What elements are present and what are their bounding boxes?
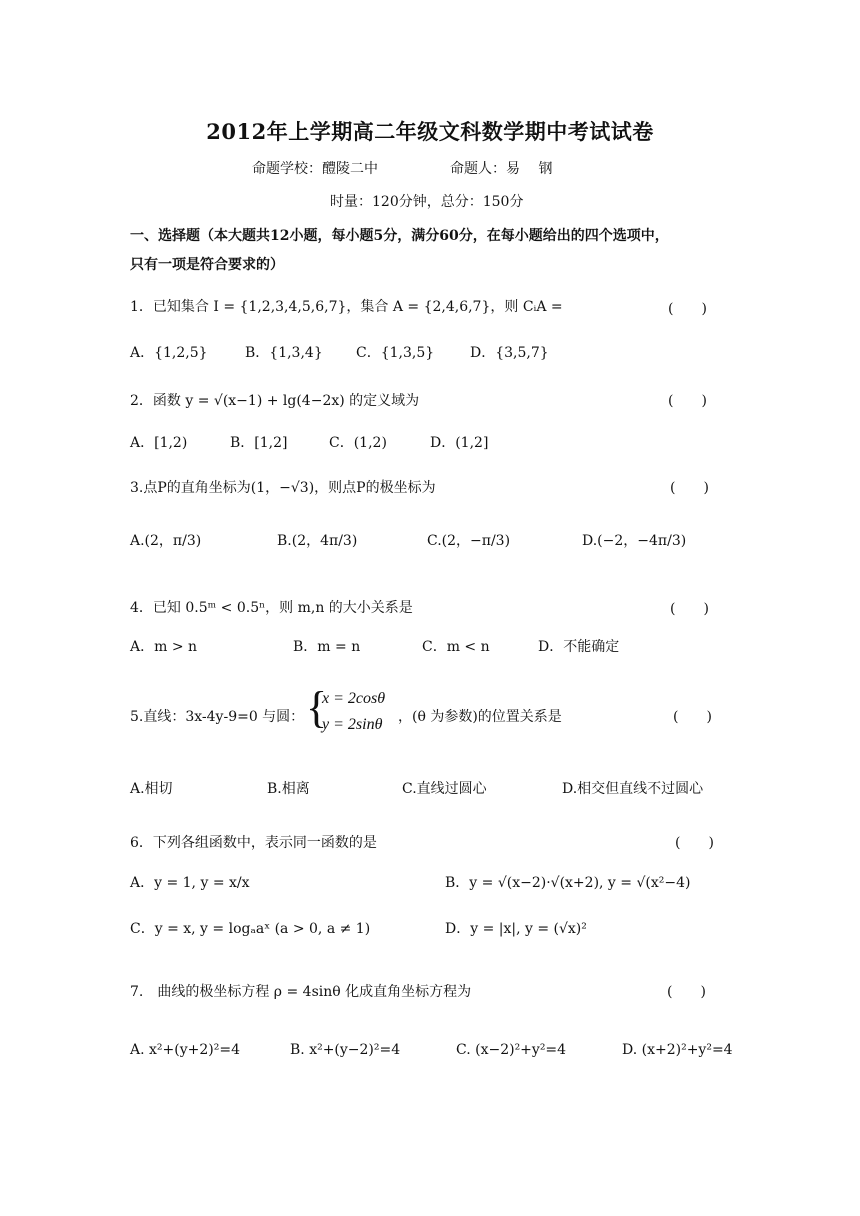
q7-option-a: A. x²+(y+2)²=4 (130, 1042, 240, 1058)
system-brace: { (306, 683, 328, 732)
q4-option-b: B．m = n (293, 639, 361, 655)
q1-option-b: B．{1,3,4} (245, 345, 323, 361)
question-6-stem: 6．下列各组函数中，表示同一函数的是 (130, 835, 377, 851)
question-5-stem-pre: 5.直线：3x-4y-9=0 与圆： (130, 709, 305, 725)
answer-bracket-7: ( ) (667, 984, 706, 1000)
q3-option-c: C.(2，−π/3) (427, 533, 511, 549)
q6-option-d: D．y = |x|, y = (√x)² (445, 921, 587, 937)
q5-option-a: A.相切 (130, 781, 173, 797)
question-5-stem-post: ，(θ 为参数)的位置关系是 (398, 709, 562, 725)
section-heading (130, 222, 730, 280)
time-info: 时量：120分钟，总分：150分 (330, 194, 524, 210)
question-2-stem: 2．函数 y = √(x−1) + lg(4−2x) 的定义域为 (130, 393, 420, 409)
answer-bracket-1: ( ) (668, 301, 707, 317)
question-3-stem: 3.点P的直角坐标为(1，−√3)，则点P的极坐标为 (130, 480, 436, 496)
q4-option-a: A．m > n (130, 639, 198, 655)
answer-bracket-6: ( ) (675, 835, 714, 851)
q1-option-c: C．{1,3,5} (356, 345, 435, 361)
system-eq-2: y = 2sinθ (322, 716, 383, 733)
q6-option-b: B．y = √(x−2)·√(x+2), y = √(x²−4) (445, 875, 691, 891)
q1-option-a: A．{1,2,5} (130, 345, 208, 361)
q2-option-d: D．(1,2] (430, 435, 489, 451)
q7-option-b: B. x²+(y−2)²=4 (290, 1042, 401, 1058)
system-eq-1: x = 2cosθ (322, 690, 386, 707)
q2-option-b: B．[1,2] (230, 435, 288, 451)
q7-option-d: D. (x+2)²+y²=4 (622, 1042, 733, 1058)
question-4-stem: 4．已知 0.5ᵐ < 0.5ⁿ，则 m,n 的大小关系是 (130, 600, 413, 616)
q2-option-a: A．[1,2) (130, 435, 188, 451)
q3-option-a: A.(2，π/3) (130, 533, 202, 549)
question-1-stem: 1．已知集合 I = {1,2,3,4,5,6,7}，集合 A = {2,4,6,7}，则 CᵢA = (130, 299, 563, 315)
q6-option-c: C．y = x, y = logₐaˣ (a > 0, a ≠ 1) (130, 921, 371, 937)
page-title: 2012年上学期高二年级文科数学期中考试试卷 (206, 119, 654, 144)
q5-option-b: B.相离 (267, 781, 310, 797)
school-info: 命题学校：醴陵二中 (252, 161, 378, 177)
q5-option-c: C.直线过圆心 (402, 781, 487, 797)
q4-option-d: D．不能确定 (538, 639, 620, 655)
q1-option-d: D．{3,5,7} (470, 345, 549, 361)
answer-bracket-5: ( ) (673, 709, 712, 725)
section-heading-line2: 只有一项是符合要求的） (130, 257, 284, 273)
answer-bracket-4: ( ) (670, 601, 709, 617)
question-7-stem: 7. 曲线的极坐标方程 ρ = 4sinθ 化成直角坐标方程为 (130, 984, 472, 1000)
section-heading-line1: 一、选择题（本大题共12小题，每小题5分，满分60分，在每小题给出的四个选项中， (130, 228, 669, 244)
q2-option-c: C．(1,2) (329, 435, 387, 451)
q4-option-c: C．m < n (422, 639, 490, 655)
q6-option-a: A．y = 1, y = x/x (130, 875, 250, 891)
answer-bracket-3: ( ) (670, 480, 709, 496)
q3-option-d: D.(−2，−4π/3) (582, 533, 687, 549)
q5-option-d: D.相交但直线不过圆心 (562, 781, 704, 797)
answer-bracket-2: ( ) (668, 393, 707, 409)
author-info: 命题人：易 钢 (450, 161, 553, 177)
q3-option-b: B.(2，4π/3) (277, 533, 358, 549)
q7-option-c: C. (x−2)²+y²=4 (456, 1042, 567, 1058)
